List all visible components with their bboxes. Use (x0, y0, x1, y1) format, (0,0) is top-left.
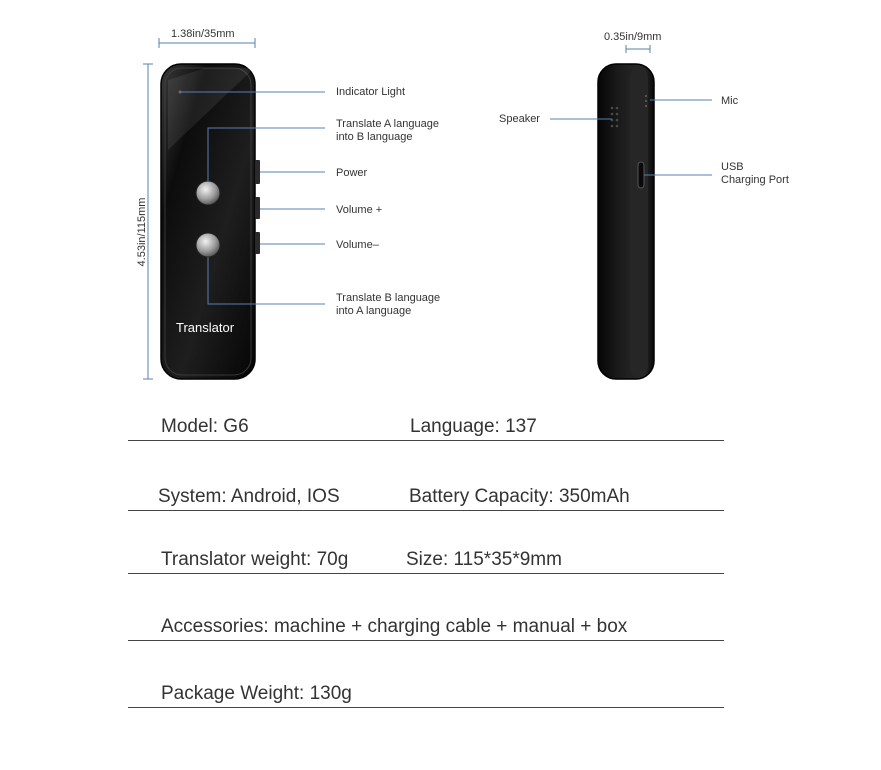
translate-a-button (196, 181, 220, 205)
spec-battery: Battery Capacity: 350mAh (409, 486, 630, 507)
spec-package-weight: Package Weight: 130g (161, 683, 352, 704)
callout-mic: Mic (721, 95, 739, 107)
spec-system: System: Android, IOS (158, 486, 340, 507)
thickness-label: 0.35in/9mm (604, 31, 662, 43)
callout-power: Power (336, 167, 368, 179)
callout-translate-a-line1: Translate A language (336, 118, 439, 130)
callout-translate-a-line2: into B language (336, 131, 413, 143)
spec-weight: Translator weight: 70g (161, 549, 349, 570)
mic-holes (645, 95, 647, 107)
callout-translate-b-line1: Translate B language (336, 292, 441, 304)
callout-usb-line1: USB (721, 161, 744, 173)
spec-row-weight (128, 543, 724, 574)
callout-indicator-light: Indicator Light (336, 86, 406, 98)
callout-speaker: Speaker (499, 113, 540, 125)
spec-row-system (128, 480, 724, 511)
spec-size: Size: 115*35*9mm (406, 549, 562, 570)
spec-language: Language: 137 (410, 416, 537, 437)
width-label: 1.38in/35mm (171, 28, 235, 40)
spec-row-model (128, 410, 724, 441)
spec-accessories: Accessories: machine + charging cable + manual + box (161, 616, 628, 637)
callout-volume-down: Volume– (336, 239, 379, 251)
thickness-dimension-line (626, 45, 650, 53)
device-brand-text: Translator (176, 320, 235, 335)
spec-row-accessories (128, 610, 724, 641)
height-label: 4.53in/115mm (136, 197, 148, 267)
spec-model: Model: G6 (161, 416, 249, 437)
usb-port (638, 162, 644, 188)
callout-usb-line2: Charging Port (721, 174, 789, 186)
spec-row-package-weight (128, 677, 724, 708)
callout-volume-up: Volume + (336, 204, 383, 216)
translator-side-view (598, 64, 654, 379)
callout-translate-b-line2: into A language (336, 305, 412, 317)
translate-b-button (196, 233, 220, 257)
